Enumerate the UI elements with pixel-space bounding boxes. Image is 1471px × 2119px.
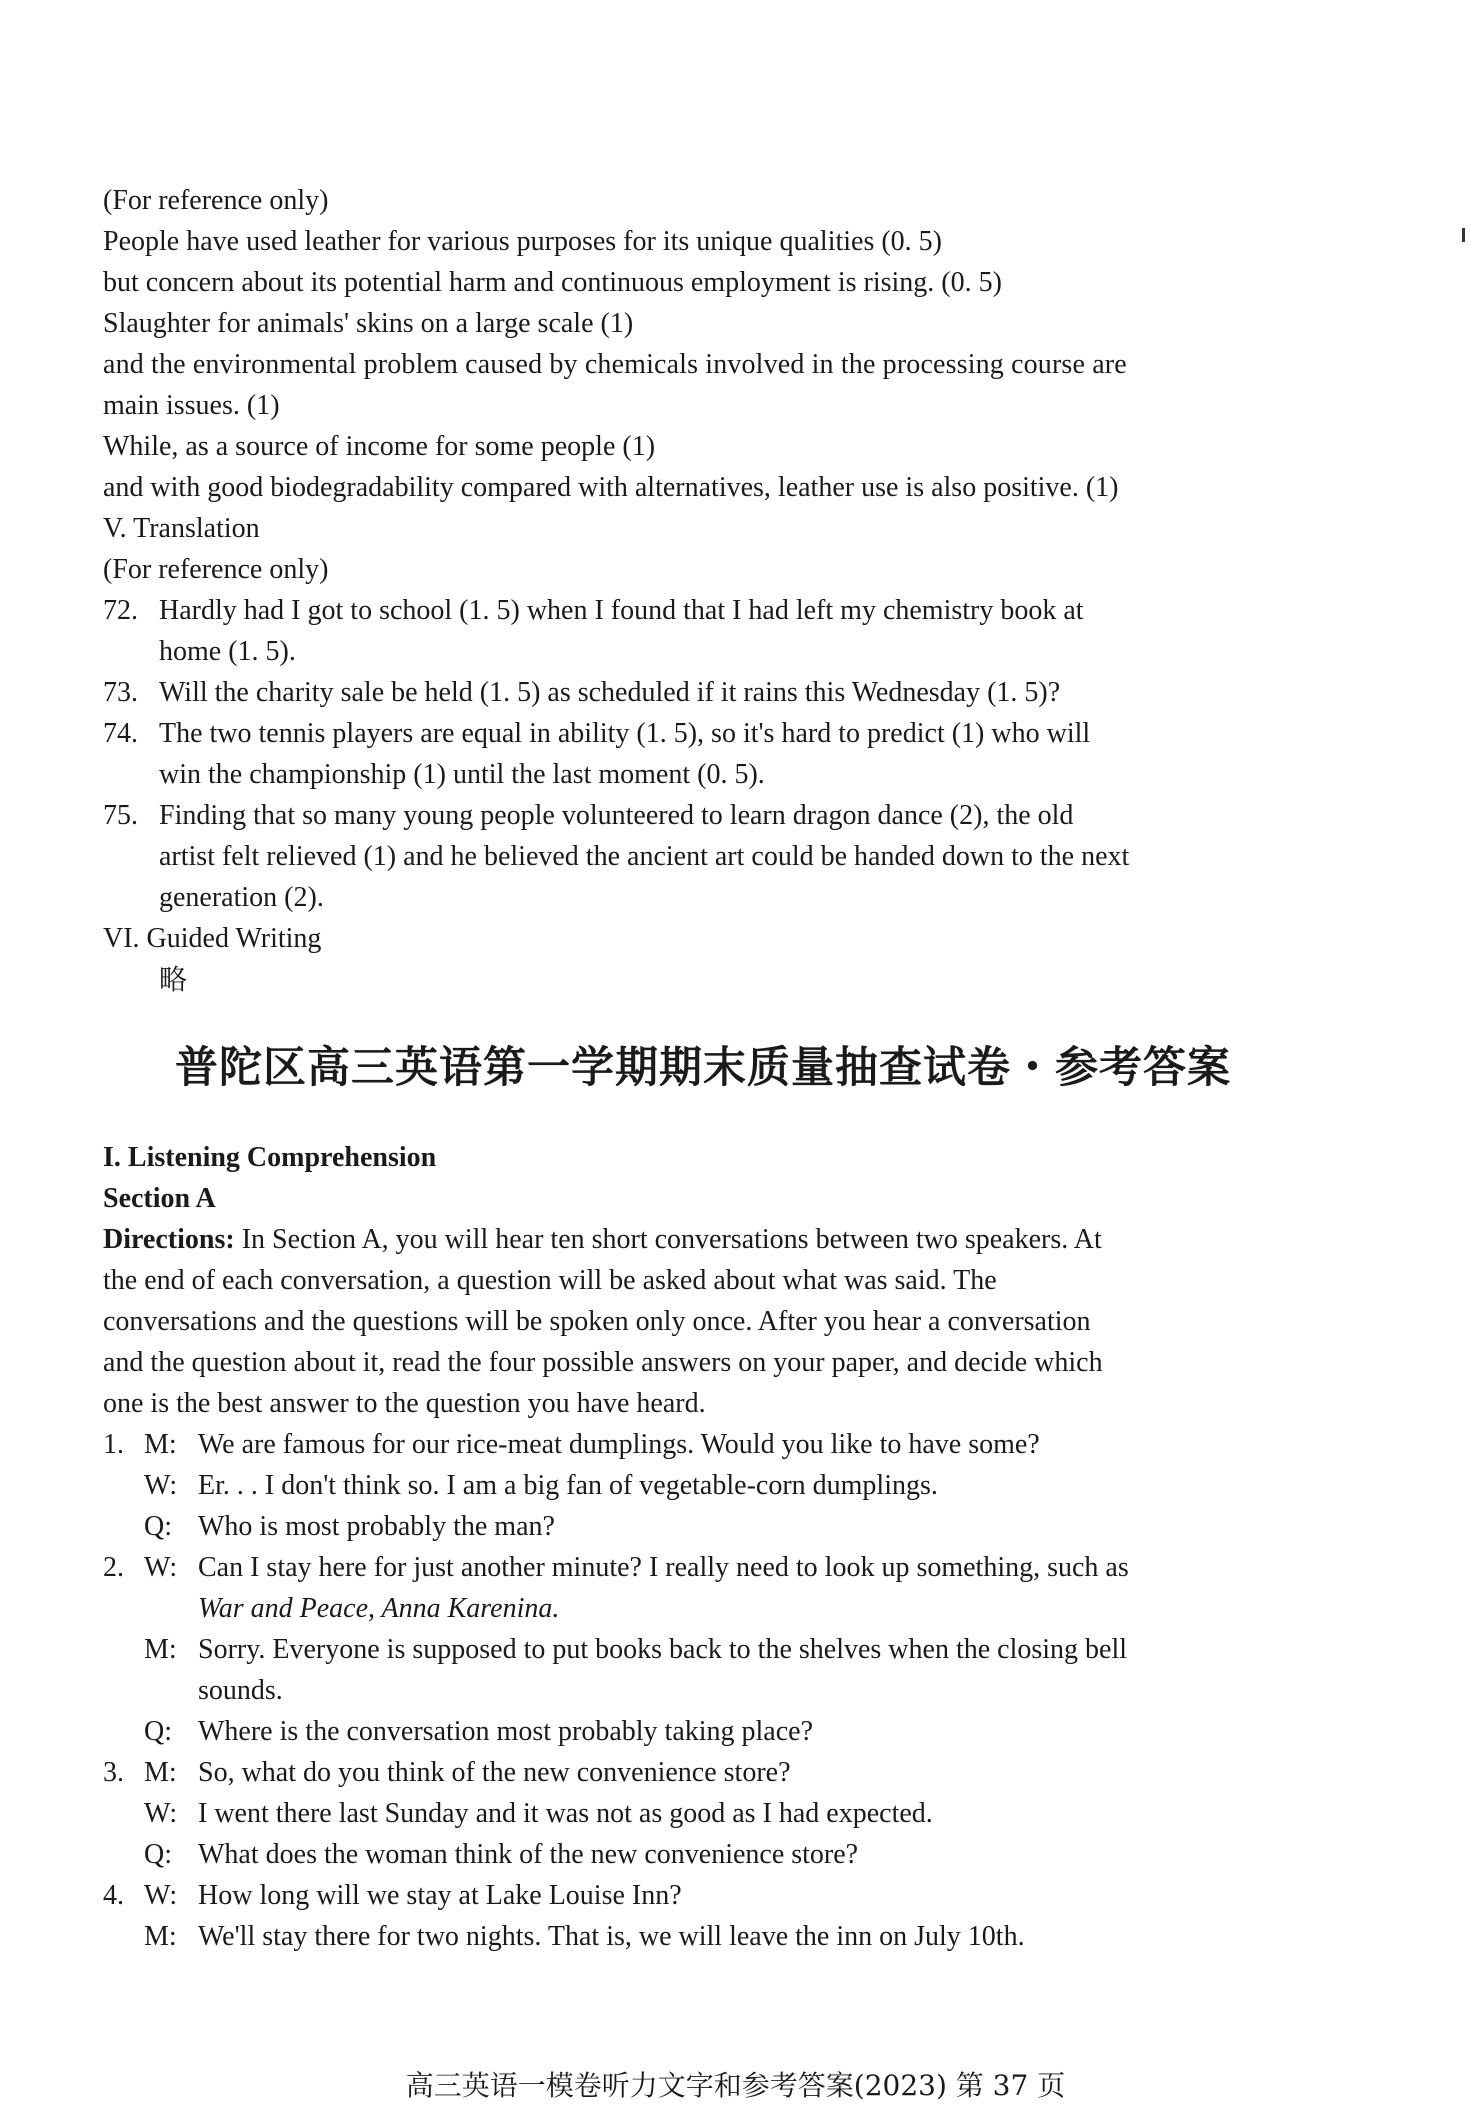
utterance: We are famous for our rice-meat dumplings. Would you like to have some? — [198, 1429, 1040, 1460]
item-number: 74. — [103, 718, 138, 749]
summary-line: but concern about its potential harm and continuous employment is rising. (0. 5) — [103, 267, 1002, 298]
section-heading-translation: V. Translation — [103, 513, 260, 544]
page-content — [103, 180, 1303, 1957]
utterance: I went there last Sunday and it was not as good as I had expected. — [198, 1798, 933, 1829]
part-heading: I. Listening Comprehension — [103, 1142, 437, 1173]
directions-text: and the question about it, read the four possible answers on your paper, and decide which — [103, 1347, 1103, 1378]
conversation-item — [103, 1752, 1303, 1793]
directions-text: conversations and the questions will be spoken only once. After you hear a conversation — [103, 1306, 1091, 1337]
summary-line: main issues. (1) — [103, 390, 280, 421]
page-footer: 高三英语一模卷听力文字和参考答案(2023) 第 37 页 — [405, 2069, 1066, 2102]
section-heading-writing: VI. Guided Writing — [103, 923, 322, 954]
directions-text: In Section A, you will hear ten short conversations between two speakers. At — [234, 1224, 1102, 1255]
question-line — [103, 1834, 1303, 1875]
conversation-line — [103, 1465, 1303, 1506]
utterance: Sorry. Everyone is supposed to put books back to the shelves when the closing bell — [198, 1634, 1128, 1665]
summary-line: and with good biodegradability compared with alternatives, leather use is also positive. (1) — [103, 472, 1119, 503]
speaker: M: — [144, 1634, 177, 1665]
translation-item — [103, 795, 1303, 836]
translation-item — [103, 590, 1303, 631]
item-text: home (1. 5). — [159, 636, 296, 667]
item-number: 3. — [103, 1757, 124, 1788]
item-number: 2. — [103, 1552, 124, 1583]
item-number: 1. — [103, 1429, 124, 1460]
speaker: W: — [144, 1552, 178, 1583]
question: Who is most probably the man? — [198, 1511, 555, 1542]
item-text: The two tennis players are equal in ability (1. 5), so it's hard to predict (1) who will — [159, 718, 1091, 749]
item-text: Will the charity sale be held (1. 5) as scheduled if it rains this Wednesday (1. 5)? — [159, 677, 1061, 708]
conversation-line — [103, 1629, 1303, 1670]
conversation-line — [103, 1793, 1303, 1834]
item-text: win the championship (1) until the last moment (0. 5). — [159, 759, 765, 790]
conversation-item — [103, 1424, 1303, 1465]
summary-line: While, as a source of income for some people (1) — [103, 431, 656, 462]
speaker: M: — [144, 1921, 177, 1952]
utterance: Er. . . I don't think so. I am a big fan of vegetable-corn dumplings. — [198, 1470, 938, 1501]
translation-item — [103, 672, 1303, 713]
item-text: artist felt relieved (1) and he believed the ancient art could be handed down to the next — [159, 841, 1130, 872]
question-line — [103, 1506, 1303, 1547]
item-number: 4. — [103, 1880, 124, 1911]
item-text: Finding that so many young people volunteered to learn dragon dance (2), the old — [159, 800, 1074, 831]
omitted-note: 略 — [159, 963, 188, 996]
speaker: Q: — [144, 1511, 172, 1542]
question: What does the woman think of the new convenience store? — [198, 1839, 859, 1870]
speaker: M: — [144, 1757, 177, 1788]
reference-note: (For reference only) — [103, 185, 329, 216]
directions-text: the end of each conversation, a question will be asked about what was said. The — [103, 1265, 997, 1296]
reference-note: (For reference only) — [103, 554, 329, 585]
speaker: W: — [144, 1880, 178, 1911]
item-text: Hardly had I got to school (1. 5) when I found that I had left my chemistry book at — [159, 595, 1084, 626]
item-number: 75. — [103, 800, 138, 831]
conversation-item — [103, 1547, 1303, 1588]
speaker: W: — [144, 1798, 178, 1829]
utterance: So, what do you think of the new convenience store? — [198, 1757, 791, 1788]
conversation-item — [103, 1875, 1303, 1916]
summary-line: People have used leather for various purposes for its unique qualities (0. 5) — [103, 226, 943, 257]
book-titles: War and Peace, Anna Karenina. — [198, 1593, 560, 1624]
page-title: 普陀区高三英语第一学期期末质量抽查试卷・参考答案 — [175, 1043, 1231, 1093]
speaker: Q: — [144, 1839, 172, 1870]
directions-text: one is the best answer to the question you have heard. — [103, 1388, 706, 1419]
margin-mark — [1462, 228, 1465, 242]
speaker: Q: — [144, 1716, 172, 1747]
question: Where is the conversation most probably taking place? — [198, 1716, 814, 1747]
item-text: generation (2). — [159, 882, 324, 913]
section-heading: Section A — [103, 1183, 216, 1214]
summary-line: and the environmental problem caused by chemicals involved in the processing course are — [103, 349, 1127, 380]
utterance: sounds. — [198, 1675, 283, 1706]
speaker: W: — [144, 1470, 178, 1501]
utterance: Can I stay here for just another minute? I really need to look up something, such as — [198, 1552, 1129, 1583]
question-line — [103, 1711, 1303, 1752]
item-number: 72. — [103, 595, 138, 626]
utterance: How long will we stay at Lake Louise Inn? — [198, 1880, 682, 1911]
translation-item — [103, 713, 1303, 754]
speaker: M: — [144, 1429, 177, 1460]
directions-label: Directions: — [103, 1224, 235, 1255]
item-number: 73. — [103, 677, 138, 708]
directions — [103, 1219, 1303, 1260]
summary-line: Slaughter for animals' skins on a large scale (1) — [103, 308, 634, 339]
conversation-line — [103, 1916, 1303, 1957]
utterance: We'll stay there for two nights. That is, we will leave the inn on July 10th. — [198, 1921, 1025, 1952]
